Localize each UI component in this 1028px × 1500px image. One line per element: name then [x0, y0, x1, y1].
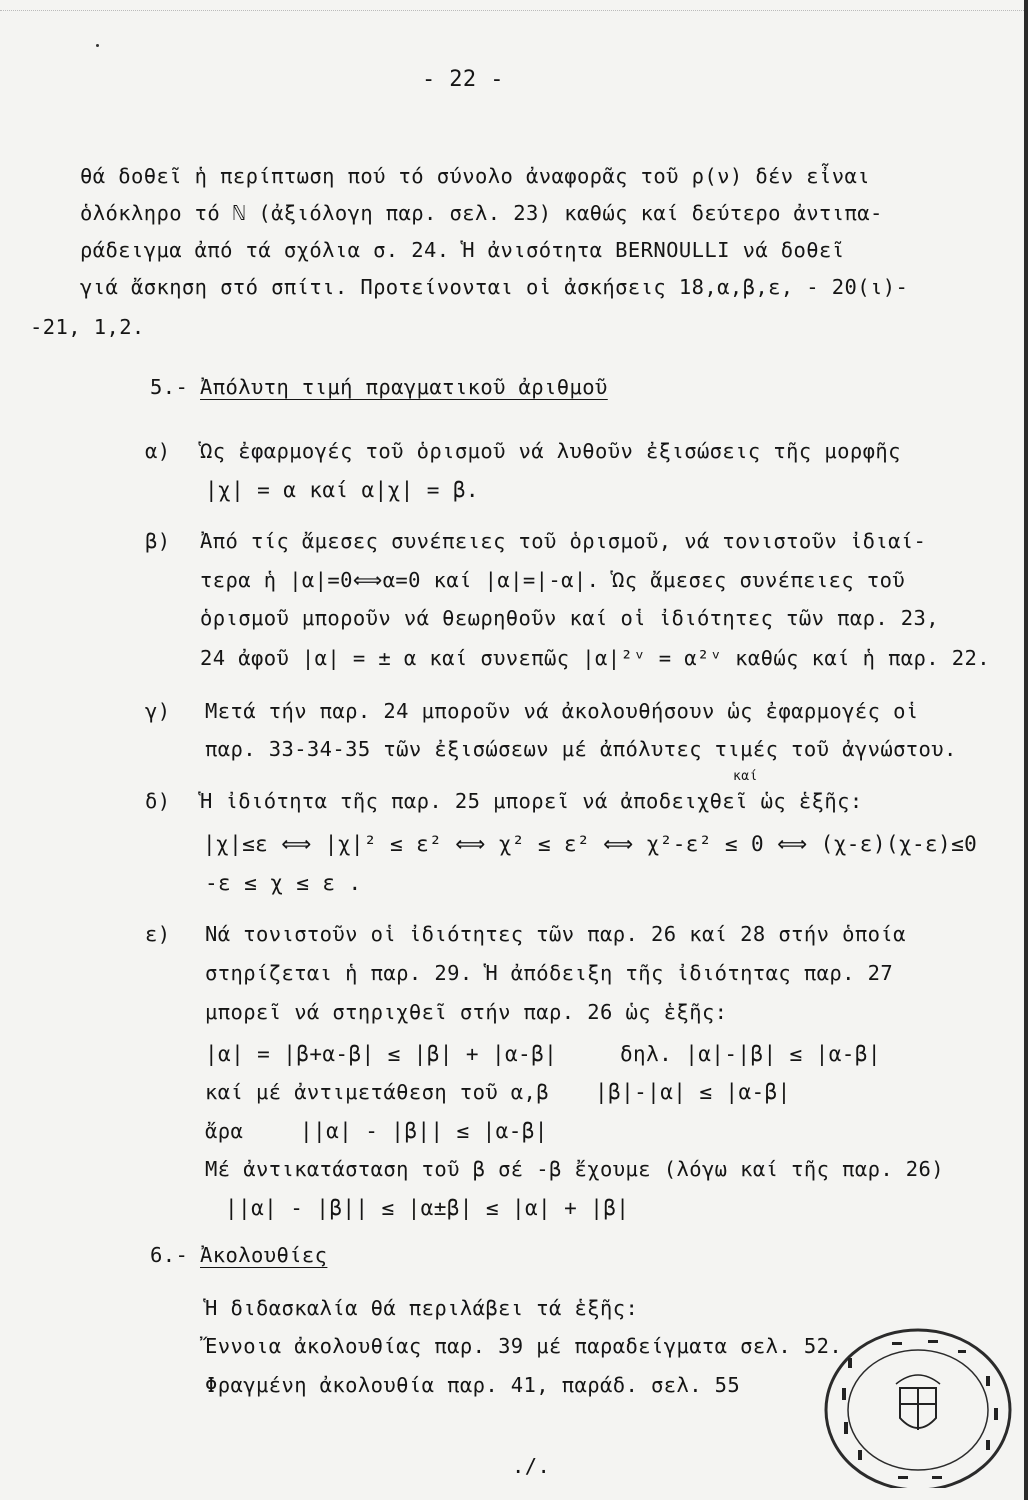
item-d-line: Ἡ ἰδιότητα τῆς παρ. 25 μπορεῖ νά ἀποδειχθεῖ ὡς ἑξῆς:: [200, 789, 863, 813]
section-6-title: Ἀκολουθίες: [200, 1243, 328, 1267]
intro-line-2: ὁλόκληρο τό ℕ (ἀξιόλογη παρ. σελ. 23) καθώς καί δεύτερο ἀντιπα-: [80, 201, 883, 225]
item-a-text: Ὡς ἐφαρμογές τοῦ ὁρισμοῦ νά λυθοῦν ἐξισώσεις τῆς μορφῆς: [200, 439, 901, 463]
item-e-line-1: Νά τονιστοῦν οἱ ἰδιότητες τῶν παρ. 26 καί 28 στήν ὁποία: [205, 922, 906, 946]
intro-line-1: θά δοθεῖ ἡ περίπτωση πού τό σύνολο ἀναφορᾶς τοῦ ρ(ν) δέν εἶναι: [80, 164, 871, 188]
section-5-title: Ἀπόλυτη τιμή πραγματικοῦ ἀριθμοῦ: [200, 375, 608, 399]
item-e-ara: ἄρα: [205, 1119, 244, 1143]
margin-dot: [96, 44, 99, 47]
section-6-line-3: Φραγμένη ἀκολουθία παρ. 41, παράδ. σελ. 55: [205, 1373, 741, 1397]
item-e-label: ε): [145, 922, 171, 946]
item-c-label: γ): [145, 699, 171, 723]
item-b-line-2: τερα ἡ |α|=0⟺α=0 καί |α|=|-α|. Ὡς ἄμεσες συνέπειες τοῦ: [200, 568, 906, 592]
item-e-line-3: μπορεῖ νά στηριχθεῖ στήν παρ. 26 ὡς ἑξῆς:: [205, 1000, 728, 1024]
intro-line-4: γιά ἄσκηση στό σπίτι. Προτείνονται οἱ ἀσκήσεις 18,α,β,ε, - 20(ι)-: [80, 275, 909, 299]
page-number: - 22 -: [422, 67, 504, 92]
footer-mark: ./.: [512, 1454, 551, 1478]
item-d-math-1: |χ|≤ε ⟺ |χ|² ≤ ε² ⟺ χ² ≤ ε² ⟺ χ²-ε² ≤ 0 ⟺ (χ-ε)(χ-ε)≤0: [203, 832, 978, 856]
item-c-line-2: παρ. 33-34-35 τῶν ἐξισώσεων μέ ἀπόλυτες τιμές τοῦ ἀγνώστου.: [205, 737, 957, 761]
intro-line-5: -21, 1,2.: [30, 315, 145, 339]
section-6-line-2: Ἔννοια ἀκολουθίας παρ. 39 μέ παραδείγματα σελ. 52.: [205, 1334, 843, 1358]
item-e-math-4: ||α| - |β|| ≤ |α±β| ≤ |α| + |β|: [225, 1196, 630, 1220]
section-6-number: 6.-: [150, 1243, 189, 1267]
item-e-line-5: Μέ ἀντικατάσταση τοῦ β σέ -β ἔχουμε (λόγω καί τῆς παρ. 26): [205, 1157, 945, 1181]
top-edge-dots: [0, 0, 1028, 11]
item-d-math-2: -ε ≤ χ ≤ ε .: [205, 871, 362, 895]
item-e-line-2: στηρίζεται ἡ παρ. 29. Ἡ ἀπόδειξη τῆς ἰδιότητας παρ. 27: [205, 961, 894, 985]
item-c-line-1: Μετά τήν παρ. 24 μποροῦν νά ἀκολουθήσουν ὡς ἐφαρμογές οἱ: [205, 699, 919, 723]
item-b-line-3: ὁρισμοῦ μποροῦν νά θεωρηθοῦν καί οἱ ἰδιότητες τῶν παρ. 23,: [200, 606, 940, 630]
item-e-math-1: |α| = |β+α-β| ≤ |β| + |α-β|: [205, 1042, 558, 1066]
intro-line-3: ράδειγμα ἀπό τά σχόλια σ. 24. Ἡ ἀνισότητα BERNOULLI νά δοθεῖ: [80, 238, 845, 262]
item-d-label: δ): [145, 789, 171, 813]
item-a-label: α): [145, 439, 171, 463]
item-e-line-4: καί μέ ἀντιμετάθεση τοῦ α,β: [205, 1080, 550, 1104]
item-b-line-4: 24 ἀφοῦ |α| = ± α καί συνεπῶς |α|²ᵛ = α²ᵛ καθώς καί ἡ παρ. 22.: [200, 646, 991, 670]
item-e-math-2: |β|-|α| ≤ |α-β|: [595, 1080, 791, 1104]
handwritten-insert: καί: [733, 769, 758, 784]
right-page-edge: [1024, 0, 1028, 1500]
section-6-line-1: Ἡ διδασκαλία θά περιλάβει τά ἑξῆς:: [205, 1296, 639, 1320]
official-stamp: [808, 1318, 1018, 1488]
coat-of-arms-icon: [896, 1375, 940, 1430]
item-a-math: |χ| = α καί α|χ| = β.: [205, 478, 479, 502]
item-b-line-1: Ἀπό τίς ἄμεσες συνέπειες τοῦ ὁρισμοῦ, νά τονιστοῦν ἰδιαί-: [200, 529, 927, 553]
section-5-number: 5.-: [150, 375, 189, 399]
item-b-label: β): [145, 529, 171, 553]
item-e-math-1b: δηλ. |α|-|β| ≤ |α-β|: [620, 1042, 881, 1066]
item-e-math-3: ||α| - |β|| ≤ |α-β|: [300, 1119, 548, 1143]
